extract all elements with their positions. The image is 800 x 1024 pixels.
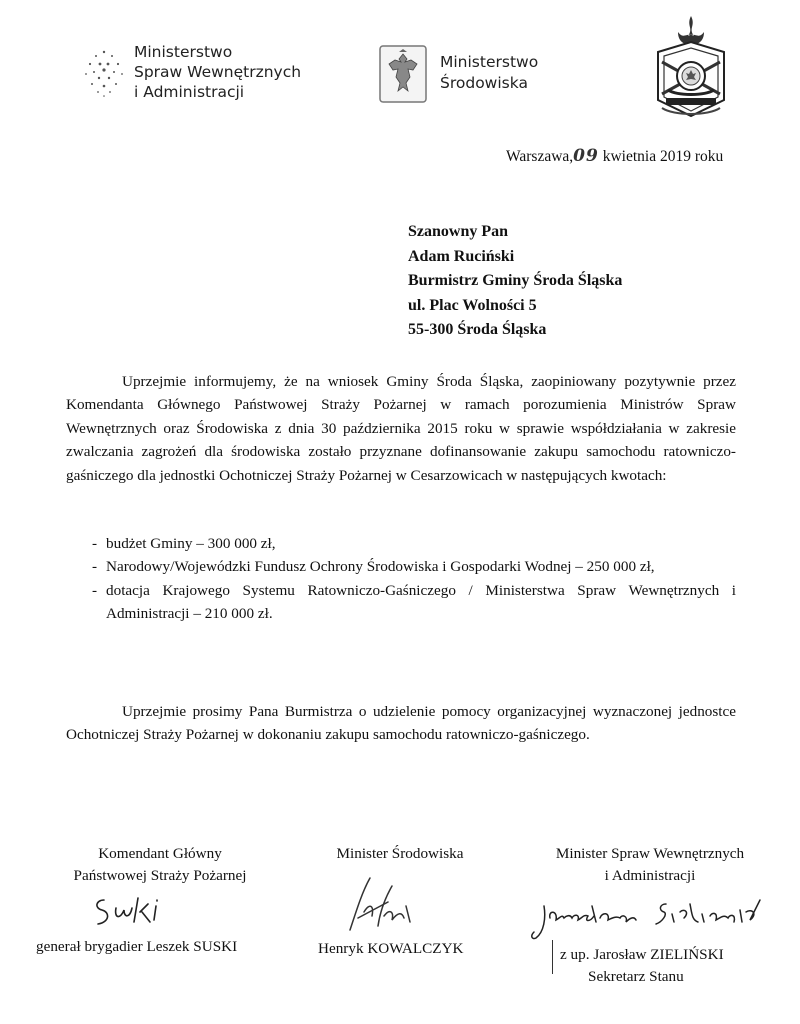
signatory-name-right: z up. Jarosław ZIELIŃSKI — [560, 946, 724, 963]
signatory-role-right: Sekretarz Stanu — [588, 968, 684, 985]
signature-title-line: Minister Spraw Wewnętrznych — [555, 845, 745, 862]
handwritten-signature-kowalczyk — [340, 872, 420, 936]
date-rest: kwietnia 2019 roku — [602, 148, 724, 165]
signature-title-left — [30, 843, 290, 887]
date-day-handwritten: 09 — [573, 146, 599, 166]
paragraph-text: Uprzejmie informujemy, że na wniosek Gminy Środa Śląska, zaopiniowany pozytywnie przez Komendanta Głównego Państwowej Straży Pożarnej w ramach porozumienia Ministrów Spraw Wewnętrznych oraz Środowiska z dnia 30 października 2015 roku w sprawie współdziałania w zakresie zwalczania zagrożeń dla środowiska zostało przyznane dofinansowanie zakupu samochodu ratowniczo-gaśniczego dla jednostki Ochotniczej Straży Pożarnej w Cesarzowicach w następujących kwotach: — [66, 373, 736, 484]
ms-logo — [378, 44, 578, 104]
mswia-emblem-icon — [82, 44, 128, 100]
signature-title-line: i Administracji — [604, 867, 696, 884]
funding-list — [66, 532, 736, 626]
list-item — [66, 532, 736, 555]
signatory-name-left: generał brygadier Leszek SUSKI — [36, 938, 238, 955]
fire-service-emblem-icon — [648, 12, 734, 124]
signature-title-middle — [300, 843, 500, 865]
addressee-line: 55-300 Środa Śląska — [408, 321, 547, 338]
mswia-logo — [82, 38, 322, 108]
stamp-bracket-line — [552, 940, 553, 974]
signature-title-line: Państwowej Straży Pożarnej — [73, 867, 247, 884]
body-paragraph-1 — [66, 370, 736, 487]
addressee-line: Adam Ruciński — [408, 247, 515, 265]
addressee-line: Szanowny Pan — [408, 223, 509, 240]
mswia-logo-text — [134, 42, 301, 102]
list-item-text: budżet Gminy – 300 000 zł, — [106, 535, 276, 552]
addressee-line: ul. Plac Wolności 5 — [408, 296, 537, 314]
list-dash: - — [92, 581, 98, 599]
list-dash: - — [92, 535, 98, 552]
signature-title-right — [520, 843, 780, 887]
addressee-block — [408, 220, 622, 343]
body-paragraph-2: Uprzejmie prosimy Pana Burmistrza o udzielenie pomocy organizacyjnej wyznaczonej jednostce Ochotniczej Straży Pożarnej w dokonaniu zakupu samochodu ratowniczo-gaśniczego. — [66, 703, 736, 744]
addressee-line: Burmistrz Gminy Środa Śląska — [408, 272, 623, 289]
signature-title-line: Minister Środowiska — [336, 845, 464, 862]
ms-logo-text — [440, 52, 538, 94]
list-item — [66, 555, 736, 578]
mswia-logo-line: Ministerstwo — [134, 43, 233, 61]
mswia-logo-line: i Administracji — [134, 83, 245, 101]
letter-date — [506, 146, 723, 166]
list-item-text: dotacja Krajowego Systemu Ratowniczo-Gaśniczego / Ministerstwa Spraw Wewnętrznych i Administracji – 210 000 zł. — [106, 581, 736, 623]
ms-logo-line: Ministerstwo — [440, 53, 539, 71]
ms-logo-line: Środowiska — [440, 74, 528, 92]
list-dash: - — [92, 558, 98, 576]
date-city: Warszawa, — [506, 148, 574, 165]
mswia-logo-line: Spraw Wewnętrznych — [134, 63, 302, 81]
handwritten-signature-zielinski — [530, 888, 780, 944]
polish-eagle-icon — [378, 44, 428, 104]
signature-title-line: Komendant Główny — [98, 845, 222, 862]
list-item — [66, 579, 736, 626]
handwritten-signature-suski — [90, 890, 180, 934]
list-item-text: Narodowy/Wojewódzki Fundusz Ochrony Środowiska i Gospodarki Wodnej – 250 000 zł, — [106, 558, 655, 576]
signatory-name-middle: Henryk KOWALCZYK — [318, 940, 464, 957]
